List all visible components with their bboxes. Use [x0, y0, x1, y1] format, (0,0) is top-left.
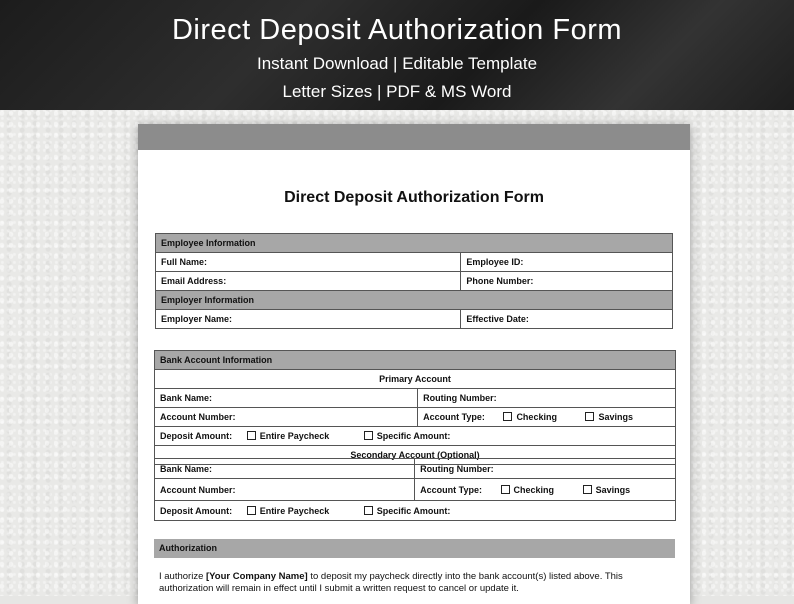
bank-section-header: Bank Account Information [155, 351, 676, 370]
checkbox-icon[interactable] [583, 485, 592, 494]
phone-field[interactable]: Phone Number: [461, 272, 673, 291]
secondary-specific-amount-option[interactable] [364, 506, 451, 516]
secondary-checking-option[interactable] [501, 485, 555, 495]
employee-table [155, 233, 673, 329]
secondary-entire-paycheck-option[interactable] [247, 506, 330, 516]
savings-label: Savings [598, 412, 633, 422]
primary-specific-amount-option[interactable] [364, 431, 451, 441]
document-title: Direct Deposit Authorization Form [284, 189, 544, 206]
secondary-deposit-amount-row [155, 501, 676, 521]
secondary-account-type-label: Account Type: [420, 484, 483, 495]
banner-subtitle-formats: Letter Sizes | PDF & MS Word [282, 82, 512, 101]
checkbox-icon[interactable] [364, 506, 373, 515]
primary-account-type-label: Account Type: [423, 412, 485, 422]
checking-label: Checking [516, 412, 557, 422]
auth-text-end: to deposit my paycheck directly into the bank account(s) listed above. This authorization will remain in effect until I submit a written request to cancel or update it. [159, 571, 623, 594]
deposit-amount-label: Deposit Amount: [160, 431, 233, 441]
primary-bank-name-field[interactable]: Bank Name: [155, 389, 418, 408]
secondary-account-heading: Secondary Account (Optional) [155, 446, 676, 465]
deposit-amount-label: Deposit Amount: [160, 505, 233, 516]
form-sheet [138, 124, 690, 604]
checkbox-icon[interactable] [585, 412, 594, 421]
company-name-placeholder[interactable]: [Your Company Name] [206, 571, 308, 582]
authorization-text [159, 571, 679, 595]
email-field[interactable]: Email Address: [156, 272, 461, 291]
primary-checking-option[interactable] [503, 412, 557, 422]
secondary-bank-name-field[interactable]: Bank Name: [155, 459, 415, 479]
promo-banner [0, 0, 794, 110]
entire-paycheck-label: Entire Paycheck [259, 431, 330, 441]
checkbox-icon[interactable] [247, 506, 256, 515]
full-name-field[interactable]: Full Name: [156, 253, 461, 272]
primary-account-number-field[interactable]: Account Number: [155, 408, 418, 427]
checking-label: Checking [513, 484, 555, 495]
checkbox-icon[interactable] [247, 431, 256, 440]
sheet-header-bar [138, 124, 690, 150]
authorization-section-header: Authorization [154, 539, 675, 558]
checkbox-icon[interactable] [501, 485, 510, 494]
checkbox-icon[interactable] [364, 431, 373, 440]
employer-name-field[interactable]: Employer Name: [156, 310, 461, 329]
primary-deposit-amount-row [155, 427, 676, 446]
specific-amount-label: Specific Amount: [376, 505, 451, 516]
secondary-account-type-row [415, 479, 676, 501]
bank-table [154, 350, 676, 465]
banner-subtitle-download: Instant Download | Editable Template [256, 54, 538, 73]
savings-label: Savings [595, 484, 631, 495]
primary-routing-number-field[interactable]: Routing Number: [418, 389, 676, 408]
secondary-routing-number-field[interactable]: Routing Number: [415, 459, 676, 479]
secondary-savings-option[interactable] [583, 485, 631, 495]
primary-account-heading: Primary Account [155, 370, 676, 389]
secondary-account-number-field[interactable]: Account Number: [155, 479, 415, 501]
employee-section-header: Employee Information [156, 234, 673, 253]
specific-amount-label: Specific Amount: [376, 431, 451, 441]
employer-section-header: Employer Information [156, 291, 673, 310]
checkbox-icon[interactable] [503, 412, 512, 421]
primary-entire-paycheck-option[interactable] [247, 431, 330, 441]
primary-account-type-row [418, 408, 676, 427]
effective-date-field[interactable]: Effective Date: [461, 310, 673, 329]
entire-paycheck-label: Entire Paycheck [259, 505, 330, 516]
employee-id-field[interactable]: Employee ID: [461, 253, 673, 272]
secondary-bank-table [154, 458, 676, 521]
banner-title: Direct Deposit Authorization Form [171, 14, 623, 46]
primary-savings-option[interactable] [585, 412, 633, 422]
auth-text-start: I authorize [159, 571, 206, 582]
